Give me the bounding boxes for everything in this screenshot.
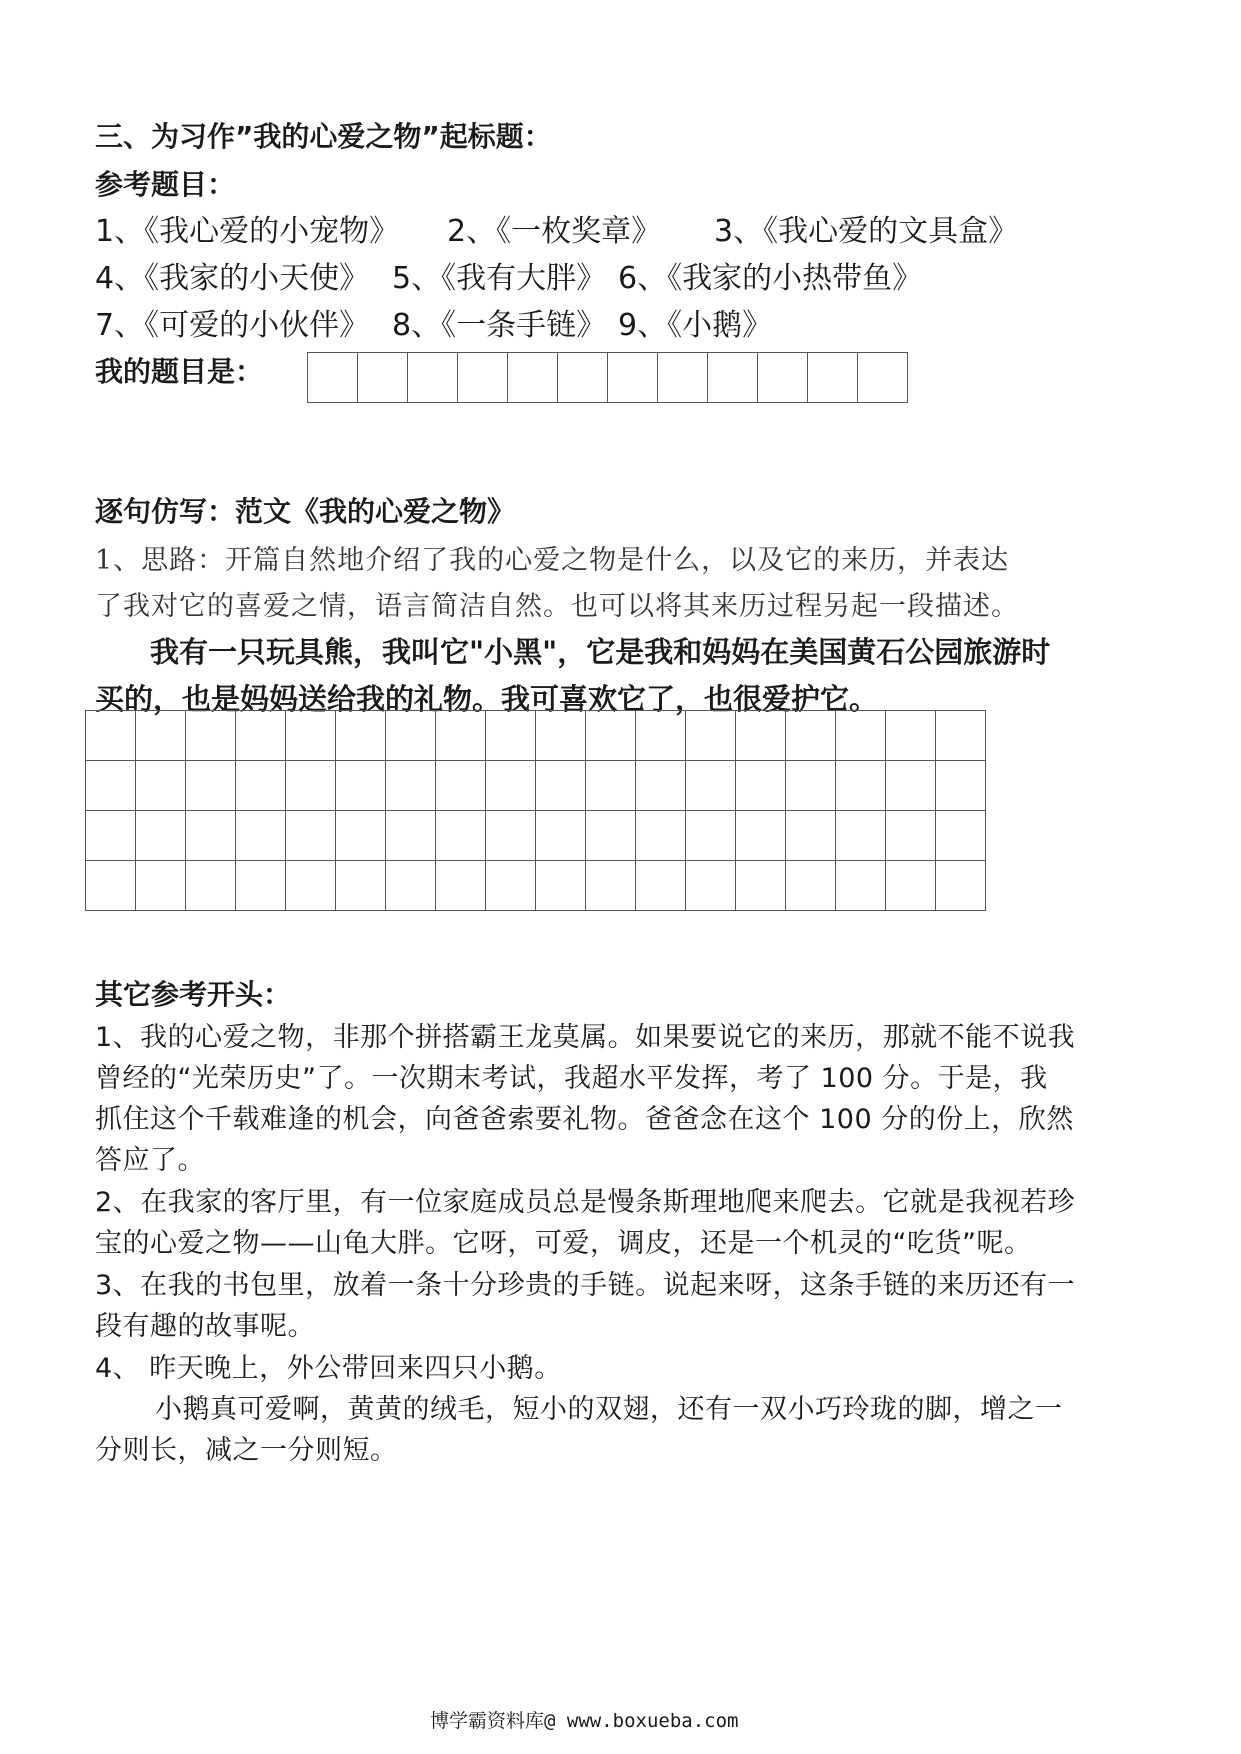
- grid-cell[interactable]: [586, 861, 636, 911]
- title-cell[interactable]: [358, 353, 408, 403]
- grid-cell[interactable]: [886, 761, 936, 811]
- grid-row: [86, 761, 986, 811]
- grid-cell[interactable]: [786, 861, 836, 911]
- practice-writing-grid[interactable]: [85, 710, 986, 911]
- grid-cell[interactable]: [636, 711, 686, 761]
- title-cell[interactable]: [658, 353, 708, 403]
- grid-cell[interactable]: [736, 711, 786, 761]
- grid-cell[interactable]: [836, 711, 886, 761]
- grid-cell[interactable]: [586, 711, 636, 761]
- grid-cell[interactable]: [86, 761, 136, 811]
- grid-cell[interactable]: [86, 711, 136, 761]
- grid-cell[interactable]: [186, 861, 236, 911]
- my-title-grid[interactable]: [307, 352, 908, 403]
- grid-cell[interactable]: [186, 811, 236, 861]
- grid-cell[interactable]: [636, 761, 686, 811]
- sample-line-2: 买的，也是妈妈送给我的礼物。我可喜欢它了，也很爱护它。: [95, 682, 879, 716]
- grid-cell[interactable]: [786, 811, 836, 861]
- grid-cell[interactable]: [736, 761, 786, 811]
- title-cell[interactable]: [708, 353, 758, 403]
- grid-cell[interactable]: [686, 711, 736, 761]
- grid-cell[interactable]: [536, 711, 586, 761]
- grid-cell[interactable]: [486, 811, 536, 861]
- grid-cell[interactable]: [86, 861, 136, 911]
- reference-title-5: 5、《我有大胖》: [392, 261, 607, 296]
- grid-cell[interactable]: [136, 761, 186, 811]
- grid-cell[interactable]: [886, 811, 936, 861]
- reference-title-6: 6、《我家的小热带鱼》: [618, 261, 923, 296]
- opening-line: 段有趣的故事呢。: [95, 1311, 315, 1342]
- grid-cell[interactable]: [536, 761, 586, 811]
- grid-cell[interactable]: [836, 861, 886, 911]
- grid-cell[interactable]: [86, 811, 136, 861]
- grid-cell[interactable]: [186, 761, 236, 811]
- grid-cell[interactable]: [136, 711, 186, 761]
- grid-cell[interactable]: [836, 811, 886, 861]
- my-title-label: 我的题目是：: [95, 355, 264, 388]
- grid-cell[interactable]: [486, 711, 536, 761]
- title-cell[interactable]: [608, 353, 658, 403]
- opening-line: 1、我的心爱之物，非那个拼搭霸王龙莫属。如果要说它的来历，那就不能不说我: [95, 1022, 1076, 1053]
- grid-row: [86, 811, 986, 861]
- opening-line: 宝的心爱之物——山龟大胖。它呀，可爱，调皮，还是一个机灵的“吃货”呢。: [95, 1228, 1032, 1259]
- grid-cell[interactable]: [186, 711, 236, 761]
- opening-line: 3、在我的书包里，放着一条十分珍贵的手链。说起来呀，这条手链的来历还有一: [95, 1270, 1076, 1301]
- grid-cell[interactable]: [136, 861, 186, 911]
- grid-cell[interactable]: [586, 811, 636, 861]
- grid-cell[interactable]: [636, 811, 686, 861]
- grid-cell[interactable]: [336, 811, 386, 861]
- title-cell[interactable]: [308, 353, 358, 403]
- opening-line: 抓住这个千载难逢的机会，向爸爸索要礼物。爸爸念在这个 100 分的份上，欣然: [95, 1104, 1074, 1135]
- grid-cell[interactable]: [936, 811, 986, 861]
- idea-line-1: 1、思路：开篇自然地介绍了我的心爱之物是什么，以及它的来历，并表达: [95, 545, 1010, 576]
- opening-line: 曾经的“光荣历史”了。一次期末考试，我超水平发挥，考了 100 分。于是，我: [95, 1063, 1048, 1094]
- reference-title-2: 2、《一枚奖章》: [447, 214, 662, 249]
- grid-cell[interactable]: [636, 861, 686, 911]
- title-cell[interactable]: [858, 353, 908, 403]
- grid-cell[interactable]: [286, 861, 336, 911]
- grid-cell[interactable]: [486, 761, 536, 811]
- grid-cell[interactable]: [936, 711, 986, 761]
- opening-line: 2、在我家的客厅里，有一位家庭成员总是慢条斯理地爬来爬去。它就是我视若珍: [95, 1187, 1076, 1218]
- footer-watermark: 博学霸资料库@ www.boxueba.com: [430, 1710, 739, 1732]
- grid-cell[interactable]: [736, 861, 786, 911]
- grid-cell[interactable]: [536, 811, 586, 861]
- reference-title-8: 8、《一条手链》: [392, 308, 607, 343]
- grid-cell[interactable]: [486, 861, 536, 911]
- grid-cell[interactable]: [886, 861, 936, 911]
- grid-cell[interactable]: [386, 861, 436, 911]
- grid-cell[interactable]: [436, 711, 486, 761]
- grid-cell[interactable]: [686, 761, 736, 811]
- openings-heading: 其它参考开头：: [95, 978, 292, 1011]
- imitation-heading: 逐句仿写：范文《我的心爱之物》: [95, 495, 516, 528]
- grid-cell[interactable]: [386, 811, 436, 861]
- grid-row: [86, 861, 986, 911]
- grid-cell[interactable]: [286, 761, 336, 811]
- opening-line: 分则长，减之一分则短。: [95, 1435, 398, 1466]
- grid-cell[interactable]: [936, 761, 986, 811]
- grid-cell[interactable]: [436, 861, 486, 911]
- grid-cell[interactable]: [436, 811, 486, 861]
- title-cell[interactable]: [558, 353, 608, 403]
- title-cell[interactable]: [408, 353, 458, 403]
- reference-title-4: 4、《我家的小天使》: [95, 261, 370, 296]
- idea-line-2: 了我对它的喜爱之情，语言简洁自然。也可以将其来历过程另起一段描述。: [95, 591, 1019, 622]
- reference-title-1: 1、《我心爱的小宠物》: [95, 214, 400, 249]
- grid-cell[interactable]: [286, 811, 336, 861]
- grid-cell[interactable]: [236, 861, 286, 911]
- title-cell[interactable]: [458, 353, 508, 403]
- title-cell[interactable]: [758, 353, 808, 403]
- reference-titles-label: 参考题目：: [95, 168, 236, 201]
- grid-cell[interactable]: [836, 761, 886, 811]
- grid-cell[interactable]: [586, 761, 636, 811]
- grid-cell[interactable]: [236, 761, 286, 811]
- grid-cell[interactable]: [936, 861, 986, 911]
- reference-title-7: 7、《可爱的小伙伴》: [95, 308, 370, 343]
- grid-cell[interactable]: [336, 761, 386, 811]
- grid-cell[interactable]: [686, 861, 736, 911]
- grid-cell[interactable]: [886, 711, 936, 761]
- grid-cell[interactable]: [436, 761, 486, 811]
- opening-line: 答应了。: [95, 1145, 205, 1176]
- grid-cell[interactable]: [736, 811, 786, 861]
- reference-title-3: 3、《我心爱的文具盒》: [714, 214, 1019, 249]
- section3-heading: 三、为习作”我的心爱之物”起标题：: [95, 120, 552, 153]
- grid-cell[interactable]: [786, 711, 836, 761]
- grid-cell[interactable]: [686, 811, 736, 861]
- grid-cell[interactable]: [236, 711, 286, 761]
- grid-cell[interactable]: [536, 861, 586, 911]
- grid-cell[interactable]: [386, 761, 436, 811]
- grid-cell[interactable]: [336, 861, 386, 911]
- reference-title-9: 9、《小鹅》: [618, 308, 773, 343]
- sample-line-1: 我有一只玩具熊，我叫它"小黑"，它是我和妈妈在美国黄石公园旅游时: [150, 635, 1051, 669]
- title-cell[interactable]: [808, 353, 858, 403]
- grid-cell[interactable]: [236, 811, 286, 861]
- grid-cell[interactable]: [136, 811, 186, 861]
- opening-line: 小鹅真可爱啊，黄黄的绒毛，短小的双翅，还有一双小巧玲珑的脚，增之一: [155, 1394, 1063, 1425]
- grid-row: [86, 711, 986, 761]
- opening-line: 4、 昨天晚上，外公带回来四只小鹅。: [95, 1353, 562, 1384]
- title-cell[interactable]: [508, 353, 558, 403]
- grid-cell[interactable]: [786, 761, 836, 811]
- grid-cell[interactable]: [386, 711, 436, 761]
- grid-cell[interactable]: [336, 711, 386, 761]
- grid-cell[interactable]: [286, 711, 336, 761]
